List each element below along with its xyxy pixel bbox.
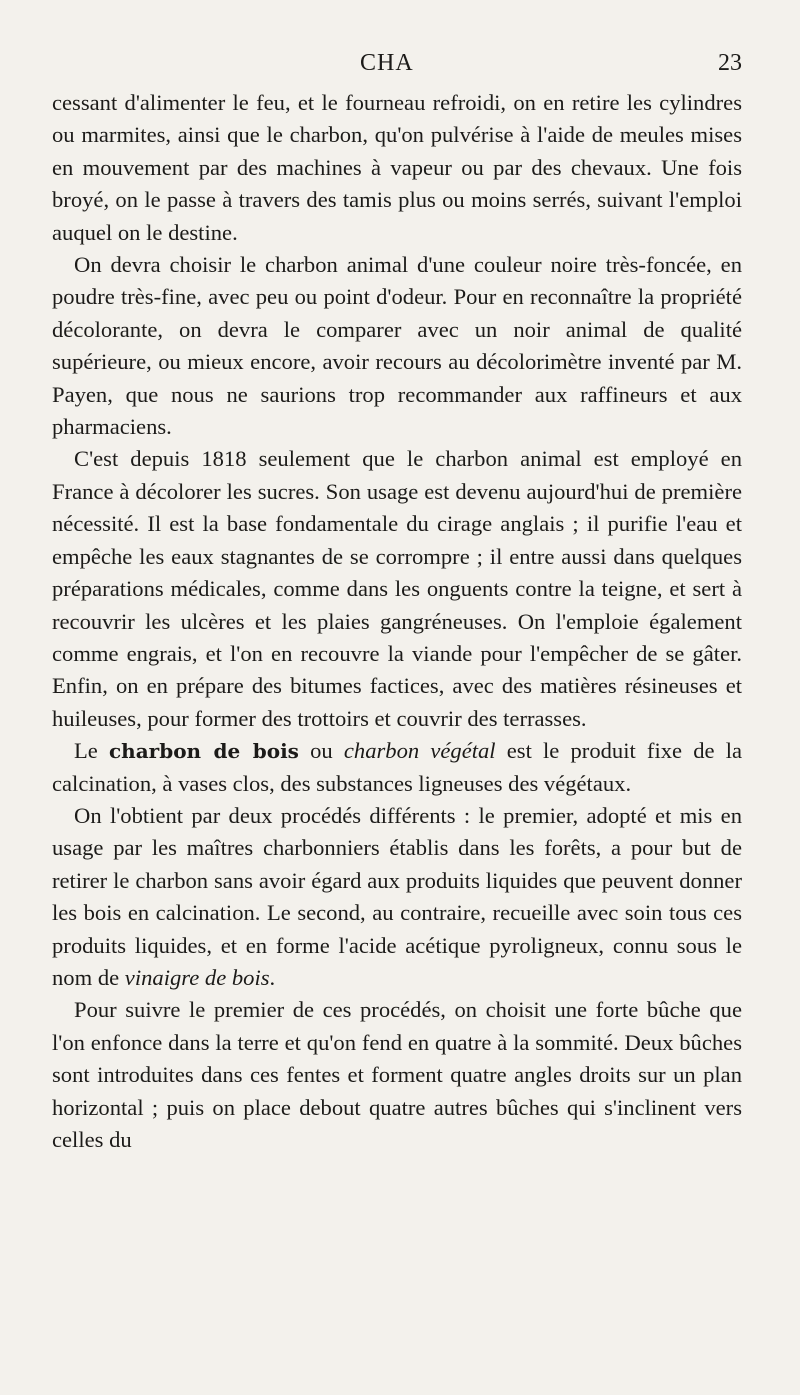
paragraph-2: On devra choisir le charbon animal d'une couleur noire très-foncée, en poudre très-fine, avec peu ou point d'odeur. Pour en reconnaître la propriété décolorante, on devra le comparer avec un noir animal de qualité supérieure, ou mieux encore, avoir recours au décolorimètre inventé par M. Payen, que nous ne saurions trop recommander aux raffineurs et aux pharmaciens.: [52, 252, 742, 440]
running-head: CHA: [360, 50, 414, 76]
term-charbon-de-bois: charbon de bois: [109, 739, 299, 764]
page-body: [52, 87, 742, 1156]
paragraph-5-text: On l'obtient par deux procédés différents : le premier, adopté et mis en usage par les maîtres charbonniers établis dans les forêts, a pour but de retirer le charbon sans avoir égard aux produits liquides que peuvent donner les bois en calcination. Le second, au contraire, recueille avec soin tous ces produits liquides, et en forme l'acide acétique pyroligneux, connu sous le nom de: [52, 802, 742, 990]
page-number: 23: [718, 50, 742, 76]
paragraph-5-tail: .: [269, 964, 276, 990]
paragraph-3: C'est depuis 1818 seulement que le charbon animal est employé en France à décolorer les sucres. Son usage est devenu aujourd'hui de première nécessité. Il est la base fondamentale du cirage anglais ; il purifie l'eau et empêche les eaux stagnantes de se corrompre ; il entre aussi dans quelques préparations médicales, comme dans les onguents contre la teigne, et sert à recouvrir les ulcères et les plaies gangréneuses. On l'emploie également comme engrais, et l'on en recouvre la viande pour l'empêcher de se gâter. Enfin, on en prépare des bitumes factices, avec des matières résineuses et huileuses, pour former des trottoirs et couvrir des terrasses.: [52, 446, 742, 731]
paragraph-4-lead: Le: [74, 738, 109, 764]
term-vinaigre-de-bois: vinaigre de bois: [124, 964, 270, 990]
paragraph-4-mid: ou: [298, 738, 344, 764]
paragraph-4-tail: est le produit fixe de la calcination, à vases clos, des substances ligneuses des végétaux.: [52, 738, 743, 796]
paragraph-5: [52, 800, 742, 994]
term-charbon-vegetal: charbon végétal: [343, 738, 496, 764]
paragraph-6: Pour suivre le premier de ces procédés, on choisit une forte bûche que l'on enfonce dans la terre et qu'on fend en quatre à la sommité. Deux bûches sont introduites dans ces fentes et forment quatre angles droits sur un plan horizontal ; puis on place debout quatre autres bûches qui s'inclinent vers celles du: [52, 997, 742, 1152]
paragraph-4: [52, 735, 742, 800]
paragraph-1: cessant d'alimenter le feu, et le fourneau refroidi, on en retire les cylindres ou marmites, ainsi que le charbon, qu'on pulvérise à l'aide de meules mises en mouvement par des machines à vapeur ou par des chevaux. Une fois broyé, on le passe à travers des tamis plus ou moins serrés, suivant l'emploi auquel on le destine.: [52, 90, 742, 245]
page-header: [0, 50, 800, 80]
